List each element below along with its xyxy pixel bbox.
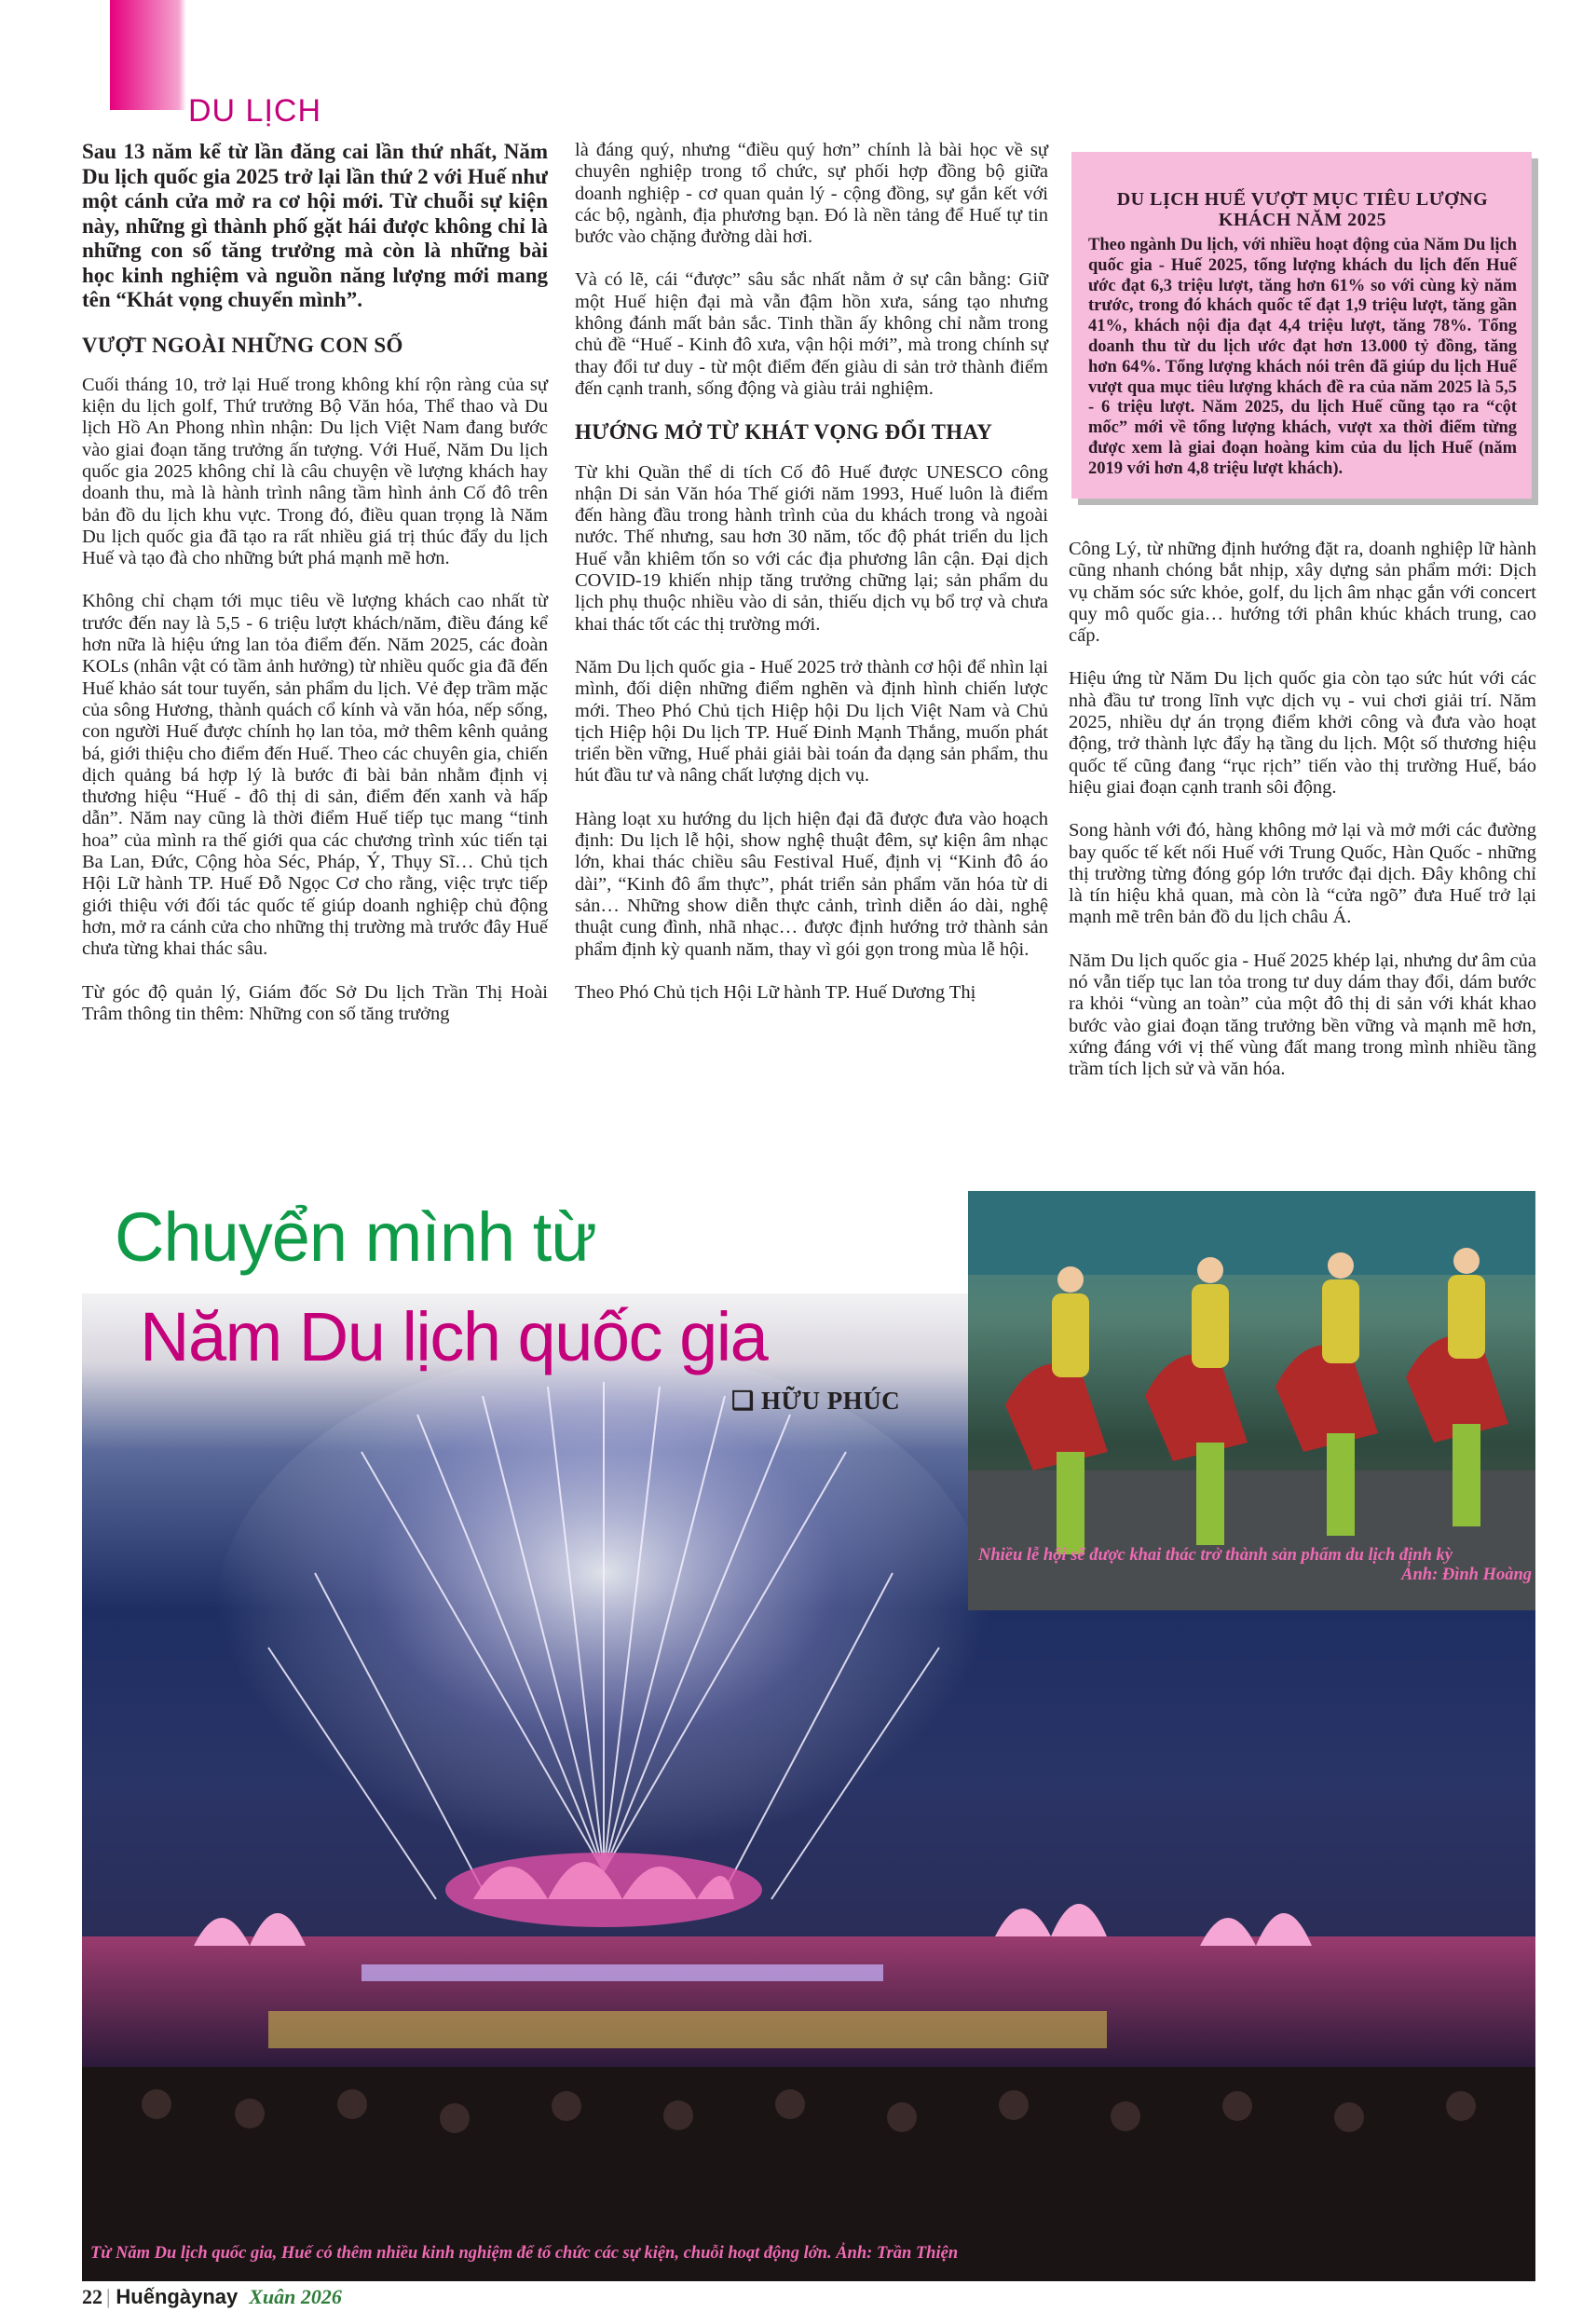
article-lead: Sau 13 năm kể từ lần đăng cai lần thứ nhất, Năm Du lịch quốc gia 2025 trở lại lần thứ 2 với Huế như một cánh cửa mở ra cơ hội mới. Từ chuỗi sự kiện này, những gì thành phố gặt hái được không chỉ là những con số tăng trưởng mà còn là những bài học kinh nghiệm và nguồn năng lượng mới mang tên “Khát vọng chuyển mình”.	[82, 140, 548, 311]
paragraph: Từ góc độ quản lý, Giám đốc Sở Du lịch Trần Thị Hoài Trâm thông tin thêm: Những con số tăng trưởng	[82, 981, 548, 1024]
subheading-1: VƯỢT NGOÀI NHỮNG CON SỐ	[82, 333, 403, 357]
page-number: 22	[82, 2285, 102, 2308]
paragraph: Hàng loạt xu hướng du lịch hiện đại đã được đưa vào hoạch định: Du lịch lễ hội, show nghệ thuật đêm, sự kiện âm nhạc lớn, khai thác chiều sâu Festival Huế, định vị “Kinh đô áo dài”, “Kinh đô ẩm thực”, phát triển sản phẩm văn hóa từ di sản… Những show diễn thực cảnh, trình diễn áo dài, nghệ thuật cung đình, nhã nhạc… được định hướng trở thành sản phẩm định kỳ quanh năm, thay vì gói gọn trong mùa lễ hội.	[575, 808, 1048, 960]
footer-separator: |	[106, 2285, 111, 2308]
paragraph: Không chỉ chạm tới mục tiêu về lượng khách cao nhất từ trước đến nay là 5,5 - 6 triệu lượt khách/năm, điều đáng kể hơn nữa là hiệu ứng lan tỏa điểm đến. Năm 2025, các đoàn KOLs (nhân vật có tầm ảnh hưởng) từ nhiều quốc gia đã đến Huế khảo sát tour tuyến, sản phẩm du lịch. Vẻ đẹp trầm mặc của sông Hương, thành quách cổ kính và văn hóa, nếp sống, con người Huế được chính họ lan tỏa, mở thêm kênh quảng bá, giới thiệu cho điểm đến Huế. Theo các chuyên gia, chiến dịch quảng bá hợp lý là bước đi bài bản nhằm định vị thương hiệu “Huế - đô thị di sản, điểm đến xanh và hấp dẫn”. Năm nay cũng là thời điểm Huế tiếp tục mang “tinh hoa” của mình ra thế giới qua các chương trình xúc tiến tại Ba Lan, Đức, Cộng hòa Séc, Pháp, Ý, Thụy Sĩ… Chủ tịch Hội Lữ hành TP. Huế Đỗ Ngọc Cơ cho rằng, việc trực tiếp giới thiệu với đối tác quốc tế giúp doanh nghiệp chủ động hơn, mở ra cánh cửa cho những thị trường mà trước đây Huế chưa từng khai thác sâu.	[82, 591, 548, 960]
section-accent-bar	[110, 0, 186, 110]
article-column-3	[1069, 539, 1536, 1102]
paragraph: là đáng quý, nhưng “điều quý hơn” chính là bài học về sự chuyên nghiệp trong tổ chức, sự phối hợp đồng bộ giữa doanh nghiệp - cơ quan quản lý - cộng đồng, sự gắn kết với các bộ, ngành, địa phương bạn. Đó là nền tảng để Huế tự tin bước vào chặng đường dài hơi.	[575, 140, 1048, 248]
paragraph: Theo Phó Chủ tịch Hội Lữ hành TP. Huế Dương Thị	[575, 981, 976, 1003]
article-title-line-1: Chuyển mình từ	[115, 1198, 596, 1276]
edition-label: Xuân 2026	[249, 2285, 342, 2308]
section-label: DU LỊCH	[188, 93, 322, 129]
highlight-box-body: Theo ngành Du lịch, với nhiều hoạt động của Năm Du lịch quốc gia - Huế 2025, tổng lượng khách du lịch đến Huế ước đạt 6,3 triệu lượt, tăng hơn 61% so với cùng kỳ năm trước, trong đó khách quốc tế đạt 1,9 triệu lượt, tăng gần 41%, khách nội địa đạt 4,4 triệu lượt, tăng 78%. Tổng doanh thu từ du lịch ước đạt hơn 13.000 tỷ đồng, tăng hơn 64%. Tổng lượng khách nói trên đã giúp du lịch Huế vượt qua mục tiêu lượng khách đề ra của năm 2025 là 5,5 - 6 triệu lượt. Năm 2025, du lịch Huế cũng tạo ra “cột mốc” mới về tổng lượng khách, vượt xa thời điểm từng được xem là giai đoạn hoàng kim của du lịch Huế (năm 2019 với hơn 4,8 triệu lượt khách).	[1088, 236, 1517, 478]
paragraph: Năm Du lịch quốc gia - Huế 2025 khép lại, nhưng dư âm của nó vẫn tiếp tục lan tỏa trong tư duy dám thay đổi, dám bước ra khỏi “vùng an toàn” của một đô thị di sản với khát khao bước vào giai đoạn tăng trưởng bền vững và mạnh mẽ hơn, xứng đáng với vị thế vùng đất mang trong mình nhiều tầng trầm tích lịch sử và văn hóa.	[1069, 950, 1536, 1080]
article-column-2	[575, 140, 1048, 1025]
author-byline: ❑ HỮU PHÚC	[731, 1387, 901, 1415]
article-title-line-2: Năm Du lịch quốc gia	[140, 1298, 768, 1375]
paragraph: Công Lý, từ những định hướng đặt ra, doanh nghiệp lữ hành cũng nhanh chóng bắt nhịp, xây dựng sản phẩm mới: Dịch vụ chăm sóc sức khỏe, golf, du lịch âm nhạc gắn với concert quy mô quốc gia… hướng tới phân khúc khách trung, cao cấp.	[1069, 539, 1536, 647]
photo-credit: Ảnh: Đình Hoàng	[1401, 1566, 1532, 1584]
magazine-name: Huếngàynay	[116, 2285, 239, 2308]
paragraph: Năm Du lịch quốc gia - Huế 2025 trở thành cơ hội để nhìn lại mình, đối diện những điểm nghẽn và định hình chiến lược mới. Theo Phó Chủ tịch Hiệp hội Du lịch Việt Nam và Chủ tịch Hiệp hội Du lịch TP. Huế Đinh Mạnh Thắng, muốn phát triển bền vững, Huế phải giải bài toán đa dạng sản phẩm, thu hút đầu tư và nâng chất lượng dịch vụ.	[575, 656, 1048, 787]
highlight-box	[1071, 152, 1532, 499]
caption-text: Nhiều lễ hội sẽ được khai thác trở thành sản phẩm du lịch định kỳ	[978, 1546, 1453, 1565]
paragraph: Và có lẽ, cái “được” sâu sắc nhất nằm ở sự cân bằng: Giữ một Huế hiện đại mà vẫn đậm hồn xưa, sáng tạo nhưng không đánh mất bản sắc. Tinh thần ấy không chỉ nằm trong chủ đề “Huế - Kinh đô xưa, vận hội mới”, mà trong chính sự thay đổi tư duy - từ một điểm đến giàu di sản trở thành điểm đến cạnh tranh, sống động và giàu trải nghiệm.	[575, 269, 1048, 399]
paragraph: Song hành với đó, hàng không mở lại và mở mới các đường bay quốc tế kết nối Huế với Trung Quốc, Hàn Quốc - những thị trường từng đóng góp lớn trước đại dịch. Đây không chỉ là tín hiệu khả quan, mà còn là “cửa ngõ” đưa Huế trở lại mạnh mẽ trên bản đồ du lịch châu Á.	[1069, 820, 1536, 928]
subheading-2: HƯỚNG MỞ TỪ KHÁT VỌNG ĐỔI THAY	[575, 420, 993, 445]
photo-caption-fireworks: Từ Năm Du lịch quốc gia, Huế có thêm nhiều kinh nghiệm để tổ chức các sự kiện, chuỗi hoạt động lớn. Ảnh: Trần Thiện	[90, 2244, 959, 2263]
page-footer	[82, 2285, 342, 2309]
photo-caption-parade	[978, 1546, 1532, 1585]
article-column-1	[82, 140, 548, 1047]
paragraph: Từ khi Quần thể di tích Cố đô Huế được UNESCO công nhận Di sản Văn hóa Thế giới năm 1993, Huế luôn là điểm đến hàng đầu trong hành trình của du khách trong và ngoài nước. Thế nhưng, sau hơn 30 năm, tốc độ phát triển du lịch Huế vẫn khiêm tốn so với các địa phương lân cận. Đại dịch COVID-19 khiến nhịp tăng trưởng chững lại; sản phẩm du lịch phụ thuộc nhiều vào di sản, thiếu dịch vụ bổ trợ và chưa khai thác tốt các thị trường mới.	[575, 461, 1048, 635]
paragraph: Hiệu ứng từ Năm Du lịch quốc gia còn tạo sức hút với các nhà đầu tư trong lĩnh vực dịch vụ - vui chơi giải trí. Năm 2025, nhiều dự án trọng điểm khởi công và đưa vào hoạt động, trở thành lực đẩy hạ tầng du lịch. Một số thương hiệu quốc tế cũng đang “rục rịch” tiến vào thị trường Huế, báo hiệu giai đoạn cạnh tranh sôi động.	[1069, 668, 1536, 798]
highlight-box-title: DU LỊCH HUẾ VƯỢT MỤC TIÊU LƯỢNG KHÁCH NĂM 2025	[1116, 189, 1489, 230]
paragraph: Cuối tháng 10, trở lại Huế trong không khí rộn ràng của sự kiện du lịch golf, Thứ trưởng Bộ Văn hóa, Thể thao và Du lịch Hồ An Phong nhìn nhận: Du lịch Việt Nam đang bước vào giai đoạn tăng trưởng ấn tượng. Với Huế, Năm Du lịch quốc gia 2025 không chỉ là câu chuyện về lượng khách hay doanh thu, mà là hành trình nâng tầm hình ảnh Cố đô trên bản đồ du lịch khu vực. Trong đó, điều quan trọng là Năm Du lịch quốc gia đã tạo ra rất nhiều giá trị thúc đẩy du lịch Huế và tạo đà cho những bứt phá mạnh mẽ hơn.	[82, 374, 548, 569]
